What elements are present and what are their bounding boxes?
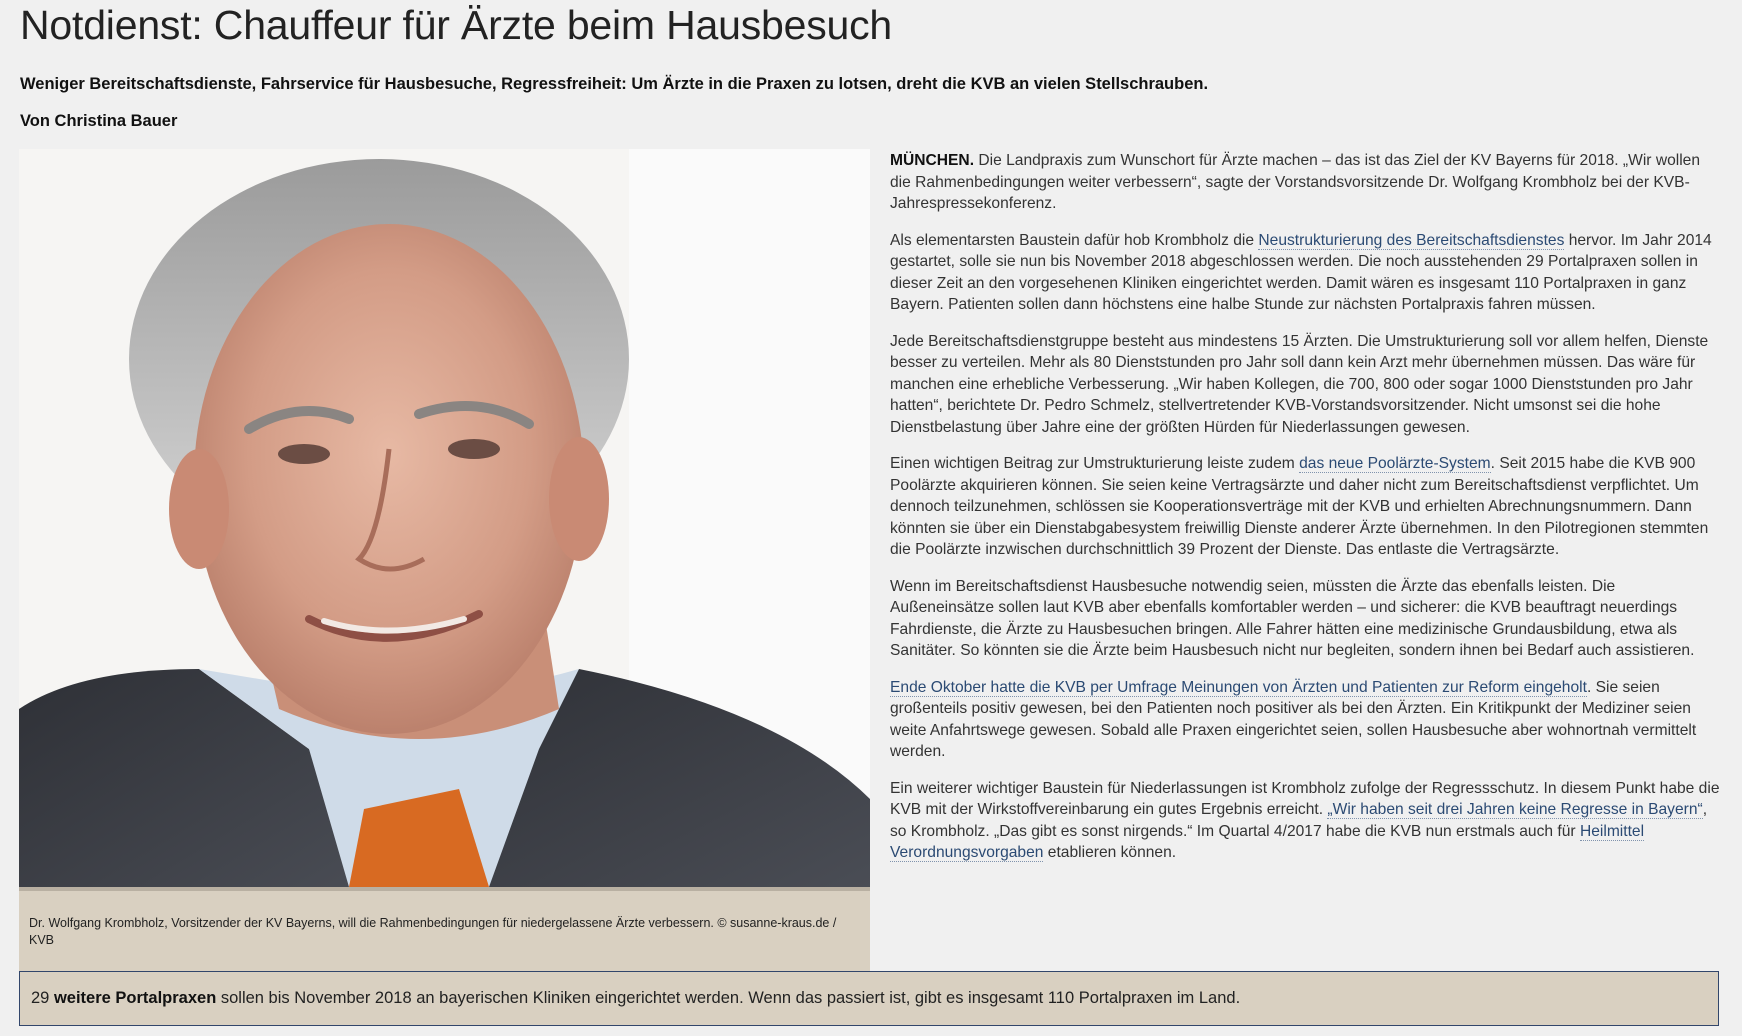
paragraph-text: Die Landpraxis zum Wunschort für Ärzte machen – das ist das Ziel der KV Bayerns für 2018. „Wir wollen die Rahmenbedingungen weiter verbessern“, sagte der Vorstandsvorsitzende Dr. Wolfgang Krombholz bei der KVB-Jahrespressekonferenz. <box>890 152 1701 212</box>
photo-divider <box>19 887 870 891</box>
paragraph-text: hervor. Im Jahr 2014 gestartet, solle sie nun bis November 2018 abgeschlossen werden. Die noch ausstehenden 29 Portalpraxen sollen in dieser Zeit an den vorgesehenen Kliniken eingerichtet werden. Damit wären es insgesamt 110 Portalpraxen in ganz Bayern. Patienten sollen dann höchstens eine halbe Stunde zur nächsten Portalpraxis fahren müssen. <box>890 231 1712 313</box>
article-body <box>890 150 1722 879</box>
article-headline: Notdienst: Chauffeur für Ärzte beim Hausbesuch <box>20 2 892 48</box>
link-keine-regresse[interactable]: „Wir haben seit drei Jahren keine Regresse in Bayern“ <box>1327 801 1703 818</box>
link-neustrukturierung[interactable]: Neustrukturierung des Bereitschaftsdienstes <box>1258 231 1565 249</box>
fact-number: 29 <box>31 989 50 1007</box>
article-paragraph-3: Jede Bereitschaftsdienstgruppe besteht aus mindestens 15 Ärzten. Die Umstrukturierung soll vor allem helfen, Dienste besser zu verteilen. Mehr als 80 Dienststunden pro Jahr soll dann kein Arzt mehr übernehmen müssen. Das wäre für manchen eine erhebliche Verbesserung. „Wir haben Kollegen, die 700, 800 oder sogar 1000 Dienststunden pro Jahr hatten“, berichtete Dr. Pedro Schmelz, stellvertretender KVB-Vorstandsvorsitzender. Nicht umsonst sei die hohe Dienstbelastung über Jahre eine der größten Hürden für Niederlassungen gewesen. <box>890 332 1709 436</box>
article-paragraph-6 <box>890 677 1722 763</box>
paragraph-text: Einen wichtigen Beitrag zur Umstrukturierung leiste zudem <box>890 455 1300 472</box>
article-paragraph-4 <box>890 453 1722 561</box>
article-byline: Von Christina Bauer <box>20 112 178 130</box>
dateline: MÜNCHEN. <box>890 152 975 169</box>
fact-highlight: weitere Portalpraxen <box>53 989 217 1007</box>
fact-box <box>19 971 1719 1026</box>
article-paragraph-5: Wenn im Bereitschaftsdienst Hausbesuche notwendig seien, müssten die Ärzte das ebenfalls leisten. Die Außeneinsätze sollen laut KVB aber ebenfalls komfortabler werden – und sicherer: die KVB beauftragt neuerdings Fahrdienste, die Ärzte zu Hausbesuchen bringen. Alle Fahrer hätten eine medizinische Grundausbildung, etwa als Sanitäter. So könnten sie die Ärzte beim Hausbesuch nicht nur begleiten, sondern ihnen bei Bedarf auch assistieren. <box>890 577 1695 659</box>
paragraph-text: . Seit 2015 habe die KVB 900 Poolärzte akquirieren können. Sie seien keine Vertragsärzte und daher nicht zum Bereitschaftsdienst verpflichtet. Um dennoch teilzunehmen, schlössen sie Kooperationsverträge mit der KVB und erhielten Abrechnungsnummern. Dann könnten sie über ein Dienstabgabesystem freiwillig Dienste anderer Ärzte übernehmen. In den Pilotregionen stemmten die Poolärzte inzwischen durchschnittlich 39 Prozent der Dienste. Das entlaste die Vertragsärzte. <box>890 455 1709 558</box>
paragraph-text: etablieren können. <box>1043 844 1177 861</box>
paragraph-text: Ein weiterer wichtiger Baustein für Niederlassungen ist Krombholz zufolge der Regressschutz. In diesem Punkt habe die KVB mit der Wirkstoffvereinbarung ein gutes Ergebnis erreicht. <box>890 779 1720 818</box>
link-umfrage[interactable]: Ende Oktober hatte die KVB per Umfrage Meinungen von Ärzten und Patienten zur Reform eingeholt <box>890 678 1587 696</box>
portrait-photo <box>19 149 870 887</box>
article-paragraph-1 <box>890 150 1722 215</box>
link-poolaerzte-system[interactable]: das neue Poolärzte-System <box>1299 455 1491 472</box>
paragraph-text: . Sie seien großenteils positiv gewesen, bei den Patienten noch positiver als bei den Ärzten. Ein Kritikpunkt der Mediziner seien weite Anfahrtswege gewesen. Sobald alle Praxen eingerichtet seien, sollen Hausbesuche aber wohnortnah vermittelt werden. <box>890 678 1697 760</box>
link-heilmittel[interactable]: Heilmittel Verordnungsvorgaben <box>890 822 1645 861</box>
paragraph-text: Als elementarsten Baustein dafür hob Krombholz die <box>890 231 1259 249</box>
article-paragraph-2 <box>890 230 1722 316</box>
portrait-illustration <box>19 149 870 887</box>
article-figure <box>19 149 870 971</box>
article-paragraph-7 <box>890 778 1722 864</box>
photo-caption: Dr. Wolfgang Krombholz, Vorsitzender der KV Bayerns, will die Rahmenbedingungen für niedergelassene Ärzte verbessern. © susanne-kraus.de / KVB <box>29 916 837 947</box>
paragraph-text: , so Krombholz. „Das gibt es sonst nirgends.“ Im Quartal 4/2017 habe die KVB nun erstmals auch für <box>890 801 1708 840</box>
article-lede: Weniger Bereitschaftsdienste, Fahrservice für Hausbesuche, Regressfreiheit: Um Ärzte in die Praxen zu lotsen, dreht die KVB an vielen Stellschrauben. <box>20 75 1209 93</box>
fact-text: sollen bis November 2018 an bayerischen Kliniken eingerichtet werden. Wenn das passiert ist, gibt es insgesamt 110 Portalpraxen im Land. <box>216 989 1241 1007</box>
